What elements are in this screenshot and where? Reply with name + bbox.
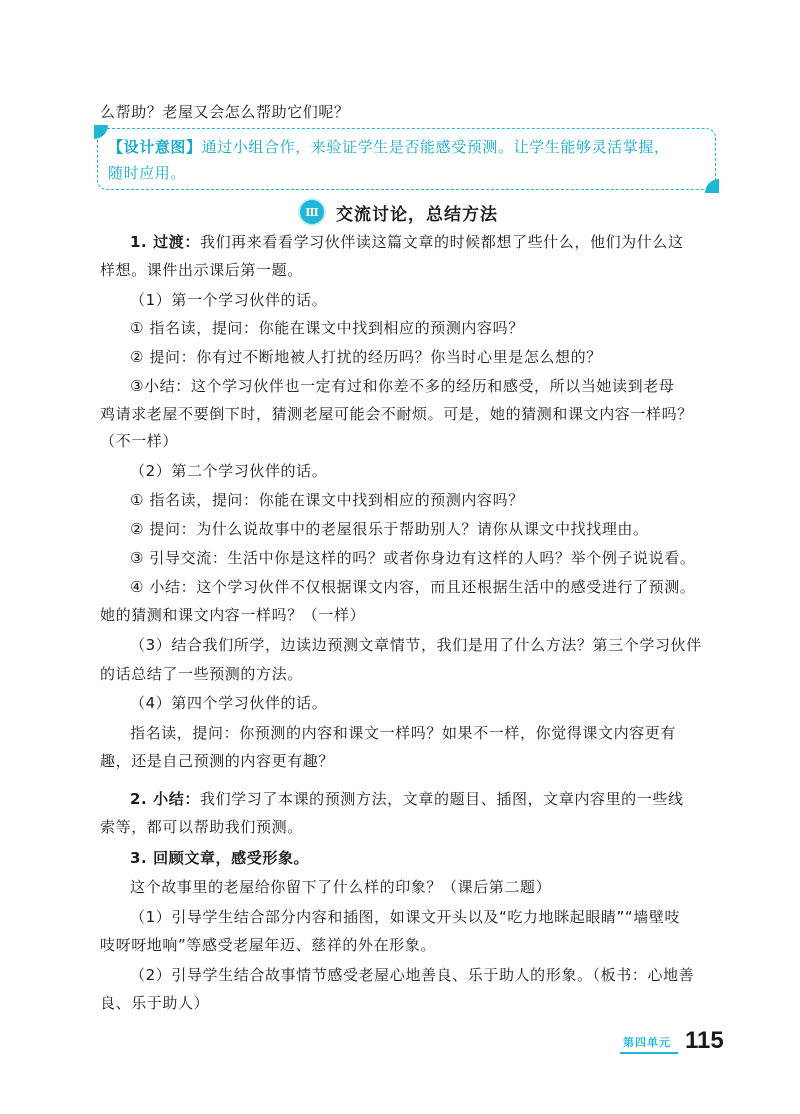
text-line: 么帮助？老屋又会怎么帮助它们呢？: [100, 103, 350, 121]
corner-ornament-icon: [94, 125, 108, 139]
paragraph-line: ③小结：这个学习伙伴也一定有过和你差不多的经历和感受，所以当她读到老母: [130, 377, 675, 395]
paragraph-line: 她的猜测和课文内容一样吗？（一样）: [100, 606, 366, 624]
paragraph-line: 鸡请求老屋不要倒下时，猜测老屋可能会不耐烦。可是，她的猜测和课文内容一样吗？: [100, 405, 693, 423]
design-intent-line-2: 随时应用。: [108, 164, 187, 182]
paragraph-line: ② 提问：为什么说故事中的老屋很乐于帮助别人？请你从课文中找找理由。: [130, 520, 649, 538]
design-intent-text: 通过小组合作，来验证学生是否能感受预测。让学生能够灵活掌握，: [201, 138, 670, 156]
paragraph-line: ② 提问：你有过不断地被人打扰的经历吗？你当时心里是怎么想的？: [130, 348, 602, 366]
paragraph-line: ① 指名读，提问：你能在课文中找到相应的预测内容吗？: [130, 491, 524, 509]
paragraph-line: 索等，都可以帮助我们预测。: [100, 818, 303, 836]
paragraph-line: [130, 232, 710, 252]
section-title: 交流讨论，总结方法: [336, 204, 498, 225]
paragraph-line: （1）引导学生结合部分内容和插图，如课文开头以及“吃力地眯起眼睛”“墙壁吱: [130, 908, 681, 926]
item-label: 1. 过渡：: [130, 233, 200, 251]
paragraph-line: 样想。课件出示课后第一题。: [100, 261, 303, 279]
paragraph-line: （不一样）: [100, 432, 179, 450]
paragraph-line: （2）引导学生结合故事情节感受老屋心地善良、乐于助人的形象。（板书：心地善: [130, 966, 695, 984]
item-text: 我们再来看看学习伙伴读这篇文章的时候都想了些什么，他们为什么这: [199, 233, 684, 251]
paragraph-line: ③ 引导交流：生活中你是这样的吗？或者你身边有这样的人吗？举个例子说说看。: [130, 549, 696, 567]
paragraph-line: ④ 小结：这个学习伙伴不仅根据课文内容，而且还根据生活中的感受进行了预测。: [130, 578, 696, 596]
paragraph-line: 指名读，提问：你预测的内容和课文一样吗？如果不一样，你觉得课文内容更有: [130, 724, 677, 742]
paragraph-line: 这个故事里的老屋给你留下了什么样的印象？（课后第二题）: [130, 878, 552, 896]
subsection-title: （1）第一个学习伙伴的话。: [130, 291, 328, 309]
unit-label: 第四单元: [623, 1036, 671, 1049]
paragraph-line: （3）结合我们所学，边读边预测文章情节，我们是用了什么方法？第三个学习伙伴: [130, 636, 702, 654]
item-label: 2. 小结：: [130, 790, 200, 808]
paragraph-line: 良、乐于助人）: [100, 994, 210, 1012]
subsection-title: （2）第二个学习伙伴的话。: [130, 462, 328, 480]
subsection-title: （4）第四个学习伙伴的话。: [130, 694, 328, 712]
paragraph-line: 的话总结了一些预测的方法。: [100, 665, 303, 683]
item-text: 我们学习了本课的预测方法，文章的题目、插图，文章内容里的一些线: [199, 790, 684, 808]
paragraph-line: 吱呀呀地响”等感受老屋年迈、慈祥的外在形象。: [100, 936, 436, 954]
paragraph-line: 趣，还是自己预测的内容更有趣？: [100, 752, 335, 770]
paragraph-line: ① 指名读，提问：你能在课文中找到相应的预测内容吗？: [130, 319, 524, 337]
design-intent-label: 【设计意图】: [108, 138, 202, 156]
footer-divider: [620, 1052, 678, 1054]
section-number-icon: Ⅲ: [300, 200, 324, 224]
design-intent-line-1: [108, 137, 708, 157]
section-heading: [300, 198, 498, 226]
page-number: 115: [685, 1027, 724, 1054]
item-heading: 3. 回顾文章，感受形象。: [130, 849, 310, 867]
paragraph-line: [130, 789, 710, 809]
